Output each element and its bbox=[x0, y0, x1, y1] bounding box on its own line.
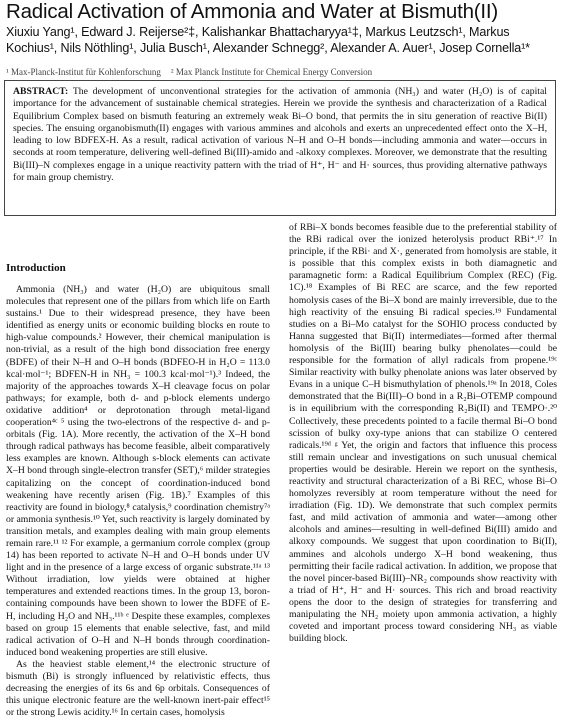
section-heading: Introduction bbox=[6, 262, 66, 274]
intro-paragraph-1: Ammonia (NH₃) and water (H₂O) are ubiquitous small molecules that represent one of the pillars from which life on Earth sustains.¹ Due to their widespread presence, they have been identified as energy units or economic building blocks en route to high-value compounds.² However, their chemical manipulation is non-trivial, as a result of the high bond dissociation free energy (BDFE) of their N–H and O–H bonds (BDFEO-H in H₂O = 113.0 kcal·mol⁻¹; BDFEN-H in NH₃ = 100.3 kcal·mol⁻¹).³ Indeed, the majority of the approaches towards X–H cleavage focus on polar pathways; for example, both d- and p-block elements undergo oxidative addition⁴ or deprotonation through metal-ligand cooperation⁴ᶜ ⁵ using the two-electrons of the respective d- and p-orbitals (Fig. 1A). More recently, the activation of the X–H bond through radical pathways has become feasible, albeit comparatively less examples are known. Although s-block elements can activate X–H bond through single-electron transfer (SET),⁶ milder strategies capitalizing on the concept of coordination-induced bond weakening have recently arisen (Fig. 1B).⁷ Examples of this reactivity are found in biology,⁸ catalysis,⁹ coordination chemistry⁷ᵃ or ammonia synthesis.¹⁰ Yet, such reactivity is largely dominated by transition metals, and examples dealing with main group elements remain rare.¹¹ ¹² For example, a germanium corrole complex (group 14) has been reported to activate N–H and O–H bonds under UV light and in the presence of a large excess of organic substrate.¹¹ᵃ ¹³ Without irradiation, low yields were obtained at higher temperatures and extended reactions times. In the group 13, boron-containing compounds have been shown to lower the BDFE of E-H, including H₂O and NH₃.¹¹ᵇ ᵉ Despite these examples, complexes based on group 15 elements that enable selective, fast, and mild radical activation of O–H and N–H bonds through coordination-induced bond weakening properties are still elusive. bbox=[6, 284, 270, 658]
affiliation-1: ¹ Max-Planck-Institut für Kohlenforschung bbox=[6, 67, 161, 77]
abstract-text: The development of unconventional strategies for the activation of ammonia (NH₃) and water (H₂O) is of capital importance for the advancement of sustainable chemical strategies. Herein we provide the synthesis and characterization of a Radical Equilibrium Complex based on bismuth featuring an extremely weak Bi–O bond, that permits the in situ generation of reactive Bi(II) species. The ensuing organobismuth(II) engages with various ammines and alcohols and exerts an unprecedented effect onto the X–H, leading to low BDFEX-H. As a result, radical activation of various N–H and O–H bonds—including ammonia and water—occurs in seconds at room temperature, delivering well-defined Bi(III)-amido and -alkoxy complexes. Moreover, we demonstrate that the resulting Bi(III)–N complexes engage in a unique reactivity pattern with the triad of H⁺, H⁻ and H· sources, thus providing alternative pathways for main group chemistry. bbox=[13, 86, 547, 183]
left-column bbox=[6, 262, 270, 719]
paper-title: Radical Activation of Ammonia and Water at Bismuth(II) bbox=[6, 0, 499, 23]
graphic-placeholder bbox=[30, 218, 230, 250]
author-list: Xiuxiu Yang¹, Edward J. Reijerse²‡, Kalishankar Bhattacharyya¹‡, Markus Leutzsch¹, Markus Kochius¹, Nils Nöthling¹, Julia Busch¹, Alexander Schnegg², Alexander A. Auer¹, Josep Cornella¹* bbox=[6, 25, 530, 55]
affiliations bbox=[6, 66, 554, 78]
intro-paragraph-2: As the heaviest stable element,¹⁴ the electronic structure of bismuth (Bi) is strongly influenced by relativistic effects, thus decreasing the energies of its 6s and 6p orbitals. Consequences of this unique electronic feature are the well-known inert-pair effect¹⁵ or the strong Lewis acidity.¹⁶ In certain cases, homolysis bbox=[6, 658, 270, 719]
right-column bbox=[289, 222, 557, 645]
right-column-paragraph: of RBi–X bonds becomes feasible due to the preferential stability of the RBi radical over the ionized heterolysis product RBi⁺.¹⁷ In principle, if the RBi· and X·, generated from homolysis are stable, it is possible that this complex exists in both diamagnetic and paramagnetic form: a Radical Equilibrium Complex (REC) (Fig. 1C).¹⁸ Examples of Bi REC are scarce, and the few reported homolysis cases of the Bi–X bond are mainly irreversible, due to the high reactivity of the ensuing Bi radical species.¹⁹ Fundamental studies on a Bi–Mo catalyst for the SOHIO process conducted by Hanna suggested that Bi(II) intermediates—formed after thermal homolysis of the Bi(III) bearing bulky phenolates—could be responsible for the formation of allyl radicals from propene.¹⁹ᶜ Similar reactivity with bulky phenolate anions was later observed by Evans in a unique C–H bismuthylation of phenols.¹⁹ᵃ In 2018, Coles demonstrated that the Bi(III)–O bond in a R₂Bi–OTEMP compound is in equilibrium with the corresponding R₂Bi(II) and TEMPO·.²⁰ Collectively, these precedents pointed to a facile thermal Bi–O bond scission of bulky oxy-type anions that can stabilize O centered radicals.¹⁹ᵈ ᵍ Yet, the origin and factors that influence this process still remain unclear and investigations on such unusual chemical properties would be desirable. Herein we report on the synthesis, reactivity and structural characterization of a Bi REC, whose Bi–O homolyzes reversibly at room temperature without the need for irradiation (Fig. 1D). We demonstrate that such complex permits fast, and mild activation of ammonia and water—among other alcohols and amines—resulting in well-defined Bi(III) amido and alkoxy compounds. We suggest that upon coordination to Bi(II), ammines and alcohols undergo X–H bond weakening, thus permitting their facile radical activation. In addition, we propose that the novel pincer-based Bi(III)–NR₂ compounds show reactivity with a triad of H⁺, H⁻ and H· sources. This rich and broad reactivity opens the door to the design of strategies for transferring and manipulating the NH₂ moiety upon ammonia activation, a highly coveted and important process toward considering NH₃ as viable building block. bbox=[289, 222, 557, 645]
affiliation-2: ² Max Planck Institute for Chemical Energy Conversion bbox=[170, 67, 373, 77]
abstract-label: ABSTRACT: bbox=[13, 86, 69, 97]
abstract-box bbox=[4, 80, 556, 216]
